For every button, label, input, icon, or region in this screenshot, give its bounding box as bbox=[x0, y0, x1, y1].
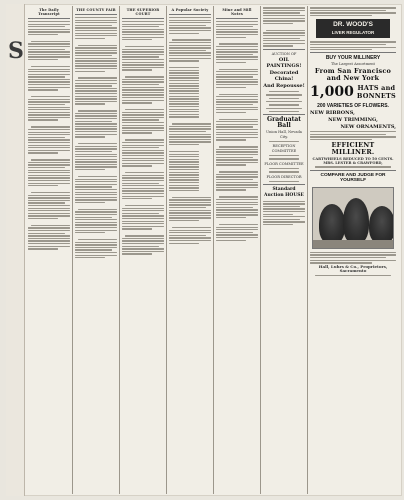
dr-woods-ad bbox=[316, 19, 390, 38]
compare-judge: COMPARE AND JUDGE FOR YOURSELF bbox=[320, 172, 386, 184]
tree-right bbox=[369, 206, 394, 244]
mine-mill-heading: Mine and Mill Notes bbox=[222, 8, 252, 16]
column-grid bbox=[26, 6, 398, 494]
dr-woods-title: DR. WOOD'S bbox=[333, 21, 373, 29]
column-7-millinery bbox=[308, 6, 398, 494]
thousand-figure: 1,000 bbox=[310, 84, 354, 101]
floor-committee: FLOOR COMMITTEE bbox=[264, 161, 304, 166]
column-6-ads bbox=[261, 6, 308, 494]
newspaper-page bbox=[6, 4, 402, 496]
column-5 bbox=[214, 6, 261, 494]
column-1 bbox=[26, 6, 73, 494]
standard-auction-house: Standard Auction HOUSE bbox=[264, 187, 304, 199]
column-3 bbox=[120, 6, 167, 494]
new-ornaments: NEW ORNAMENTS, bbox=[340, 123, 396, 130]
column-2 bbox=[73, 6, 120, 494]
buy-millinery: BUY YOUR MILLINERY bbox=[325, 55, 381, 62]
bonnets: BONNETS bbox=[356, 91, 396, 100]
column-4 bbox=[167, 6, 214, 494]
superior-court-heading: THE SUPERIOR COURT bbox=[126, 8, 160, 16]
efficient-milliner: EFFICIENT MILLINER. bbox=[331, 140, 375, 156]
hats-and: HATS and bbox=[357, 83, 396, 92]
reception-committee: RECEPTION COMMITTEE bbox=[271, 144, 297, 153]
varieties-of-flowers: 200 VARIETIES OF FLOWERS. bbox=[317, 102, 389, 109]
from-sf-ny: From San Francisco and New York bbox=[314, 66, 392, 82]
largest-assortment: The Largest Assortment bbox=[331, 62, 375, 67]
lester-crawford: MRS. LESTER & CRAWFORD, bbox=[323, 160, 383, 165]
tree-center bbox=[343, 198, 369, 244]
popular-society-heading: A Popular Society bbox=[171, 8, 209, 12]
cartwheels-reduced: CARTWHEELS REDUCED TO 50 CENTS. bbox=[312, 156, 394, 161]
liver-regulator: LIVER REGULATOR bbox=[331, 29, 375, 35]
auction-title: AUCTION OF bbox=[271, 51, 297, 56]
graduating-ball-title: Graduatat Ball bbox=[266, 116, 302, 130]
tree-left bbox=[319, 204, 345, 244]
decorated-china-ad: Decorated China! bbox=[269, 70, 299, 83]
ground bbox=[313, 240, 393, 248]
oil-paintings-ad: OIL PAINTINGS! bbox=[266, 57, 302, 70]
footer-firm: Hall, Luhrs & Co., Proprietors, Sacramento bbox=[318, 263, 388, 274]
adjacent-page-edge bbox=[6, 4, 25, 496]
new-trimming: NEW TRIMMING, bbox=[328, 116, 378, 123]
masthead-heading: The Daily Transcript bbox=[38, 8, 60, 16]
illustration-trees bbox=[312, 187, 394, 249]
repousse-ad: And Repousse! bbox=[263, 83, 305, 90]
edge-glyph: S bbox=[8, 38, 24, 64]
floor-director: FLOOR DIRECTOR bbox=[266, 174, 302, 179]
new-ribbons: NEW RIBBONS, bbox=[310, 109, 355, 116]
hall-line: Union Hall, Nevada City. bbox=[266, 130, 302, 139]
county-fair-heading: THE COUNTY FAIR bbox=[76, 8, 116, 12]
